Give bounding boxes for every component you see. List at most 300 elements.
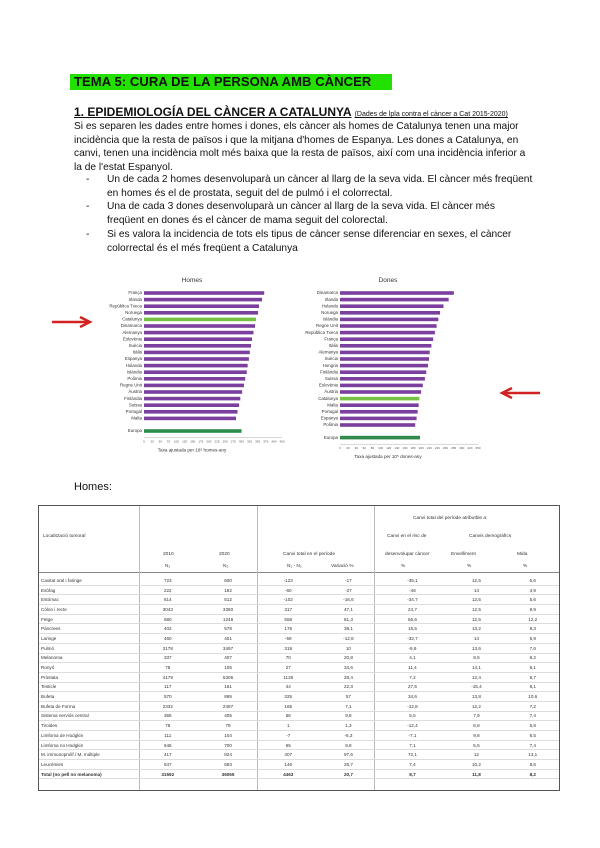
table-cell: -12,4 — [379, 721, 447, 731]
table-cell: 28,4 — [318, 672, 378, 682]
table-row — [39, 740, 559, 750]
chart-axis-label: Taxa ajustada per 10⁵ dones-any — [354, 454, 422, 460]
chart-bar — [340, 377, 425, 381]
table-cell: 1,3 — [318, 721, 378, 731]
table-cell: 12 — [446, 750, 506, 760]
table-cell-label: Pulmó — [39, 643, 138, 653]
table-cell: 20,8 — [318, 653, 378, 663]
table-cell: -6,3 — [318, 731, 378, 741]
table-cell: -7 — [258, 731, 318, 741]
table-row — [39, 653, 559, 663]
table-cell: 824 — [198, 750, 258, 760]
section-heading — [74, 105, 508, 119]
chart-category-label: França — [324, 336, 338, 342]
chart-bar — [144, 410, 238, 414]
table-cell: -102 — [258, 595, 318, 605]
table-cell: 512 — [198, 595, 258, 605]
table-cell: 105 — [198, 663, 258, 673]
chart-tick-label: 175 — [198, 439, 204, 444]
chart-tick-label: 375 — [263, 439, 269, 444]
chart-bar — [340, 311, 440, 315]
chart-tick-label: 160 — [402, 446, 408, 451]
chart-category-label: Irlanda — [324, 296, 338, 302]
chart-bar — [340, 364, 428, 368]
table-cell: 600 — [198, 576, 258, 585]
chart-category-label: Irlanda — [128, 296, 142, 302]
chart-tick-label: 300 — [238, 439, 244, 444]
chart-category-label: Holanda — [125, 362, 142, 368]
table-cell: 7,2 — [379, 672, 447, 682]
dones-chart — [292, 270, 484, 462]
table-cell: 401 — [198, 634, 258, 644]
chart-bar — [340, 304, 444, 308]
chart-category-label: Eslovènia — [122, 336, 142, 342]
chart-tick-label: 350 — [475, 446, 481, 451]
table-cell: 165 — [258, 701, 318, 711]
table-sub-var: Variació % — [331, 564, 354, 569]
table-cell-label: Limfoma de Hodgkin — [39, 731, 138, 741]
table-cell: 14,1 — [446, 663, 506, 673]
chart-tick-label: 400 — [271, 439, 277, 444]
chart-bar — [340, 417, 417, 421]
chart-tick-label: 50 — [158, 439, 162, 444]
table-cell: 12,5 — [446, 614, 506, 624]
chart-bar — [340, 384, 423, 388]
table-cell-label: Bufeta de Forma — [39, 701, 138, 711]
chart-bar — [144, 318, 256, 322]
table-cell: 365 — [138, 711, 198, 721]
table-cell: 9,9 — [507, 605, 559, 615]
table-sub-n2: N₂ — [223, 564, 229, 569]
chart-tick-label: 125 — [182, 439, 188, 444]
chart-bar — [340, 403, 419, 407]
table-sub-pct-env: % — [467, 564, 472, 569]
chart-bar — [340, 331, 435, 335]
chart-category-label: Dinamarca — [316, 290, 338, 296]
table-header-risk2: desenvolupar càncer — [385, 552, 430, 557]
table-cell: 12,2 — [507, 614, 559, 624]
table-cell-label: Laringe — [39, 634, 138, 644]
table-cell: 11,8 — [446, 769, 506, 779]
table-cell: 7,1 — [379, 740, 447, 750]
table-cell: -16,6 — [318, 595, 378, 605]
table-row — [39, 643, 559, 653]
chart-tick-label: 180 — [410, 446, 416, 451]
chart-category-label: Polònia — [127, 376, 142, 381]
table-header-group: Canvi total del període atribuïble a: — [413, 516, 488, 521]
table-sub-pct-risk: % — [401, 564, 406, 569]
chart-category-label: Àustria — [324, 389, 338, 395]
table-cell: 15,5 — [379, 624, 447, 634]
chart-category-label: Noruega — [125, 310, 142, 315]
chart-category-label: Eslovènia — [318, 382, 338, 388]
table-row — [39, 624, 559, 634]
table-cell: -32,7 — [379, 634, 447, 644]
chart-bar — [340, 344, 431, 348]
table-cell: 8,7 — [379, 769, 447, 779]
table-header-canvi: Canvi total en el període — [283, 552, 335, 557]
chart-tick-label: 0 — [339, 446, 341, 451]
chart-category-label: Suissa — [128, 402, 142, 408]
incidence-table — [38, 505, 560, 791]
table-cell: 97,6 — [318, 750, 378, 760]
table-cell: 9,8 — [318, 740, 378, 750]
chart-bar — [144, 429, 242, 433]
table-cell: 1248 — [198, 614, 258, 624]
table-row — [39, 663, 559, 673]
table-cell: 460 — [138, 634, 198, 644]
table-cell-label: Melanoma — [39, 653, 138, 663]
chart-category-label: Malta — [131, 415, 142, 421]
table-cell: 7,4 — [507, 711, 559, 721]
table-cell: -46 — [379, 585, 447, 595]
table-cell: 614 — [138, 595, 198, 605]
table-cell-label: Limfoma no Hodgkin — [39, 740, 138, 750]
table-cell: 8,6 — [507, 760, 559, 770]
chart-tick-label: 25 — [150, 439, 154, 444]
table-row — [39, 682, 559, 692]
table-cell: 22,3 — [318, 682, 378, 692]
chart-tick-label: 60 — [362, 446, 367, 451]
chart-category-label: Àustria — [128, 389, 142, 395]
table-cell-label: Bufeta — [39, 692, 138, 702]
chart-bar — [144, 331, 253, 335]
chart-category-label: Suissa — [324, 376, 338, 381]
chart-tick-label: 0 — [143, 439, 145, 444]
intro-paragraph: Si es separen les dades entre homes i dones, els càncer als homes de Catalunya tenen una major incidència que la resta de països i que la mitjana d'homes de Espanya. Les dones a Catalunya, en canvi, tenen una incidència molt més baixa que la resta de països, així com una incidència inferior a la de l'estat Espanyol. — [74, 121, 526, 174]
homes-subtitle: Homes: — [74, 481, 112, 493]
chart-category-label: Alemanya — [318, 349, 338, 355]
chart-bar — [340, 397, 419, 401]
table-cell: 6,5 — [507, 731, 559, 741]
table-row — [39, 585, 559, 595]
table-cell: 405 — [198, 711, 258, 721]
arrow-right-icon — [50, 316, 96, 328]
table-header-risk: Canvi en el risc de — [387, 534, 427, 539]
table-cell: 9,1 — [507, 663, 559, 673]
chart-title: Dones — [378, 277, 398, 284]
chart-bar — [144, 390, 242, 394]
chart-category-label: Europa — [127, 428, 142, 434]
chart-tick-label: 20 — [346, 446, 350, 451]
chart-bar — [340, 298, 449, 302]
chart-tick-label: 320 — [467, 446, 473, 451]
chart-category-label: Finlàndia — [320, 369, 338, 375]
chart-tick-label: 40 — [354, 446, 358, 451]
chart-tick-label: 300 — [459, 446, 465, 451]
chart-tick-label: 260 — [443, 446, 449, 451]
dones-chart-svg — [292, 270, 484, 462]
chart-bar — [144, 364, 248, 368]
chart-category-label: Hongria — [322, 362, 338, 368]
table-row — [39, 731, 559, 741]
table-cell: 1126 — [258, 672, 318, 682]
table-cell: 12,5 — [446, 595, 506, 605]
chart-category-label: Dinamarca — [120, 323, 142, 329]
chart-tick-label: 140 — [394, 446, 400, 451]
table-row — [39, 721, 559, 731]
chart-tick-label: 150 — [190, 439, 196, 444]
table-cell: 7,2 — [507, 701, 559, 711]
table-cell: 7,4 — [379, 760, 447, 770]
table-cell: 10 — [318, 643, 378, 653]
chart-tick-label: 80 — [370, 446, 375, 451]
chart-bar — [144, 337, 252, 341]
chart-bar — [144, 384, 244, 388]
homes-chart — [96, 270, 288, 462]
table-row — [39, 605, 559, 615]
table-cell: -17 — [318, 576, 378, 585]
homes-chart-svg — [96, 270, 288, 462]
table-cell: 693 — [198, 760, 258, 770]
table-cell: -15,4 — [446, 682, 506, 692]
table-row — [39, 672, 559, 682]
chart-tick-label: 75 — [166, 439, 171, 444]
chart-tick-label: 240 — [434, 446, 440, 451]
chart-bar — [340, 423, 415, 427]
table-header-loc: Localització tumoral — [43, 534, 86, 539]
table-cell: 12,5 — [446, 576, 506, 585]
bullet-list — [74, 173, 534, 255]
chart-category-label: Espanya — [320, 415, 338, 421]
chart-category-label: Islàndia — [126, 369, 142, 375]
table-cell: 4179 — [138, 672, 198, 682]
table-cell: 5,6 — [507, 576, 559, 585]
table-cell: 79 — [198, 721, 258, 731]
table-cell: 34,6 — [318, 663, 378, 673]
chart-category-label: Portugal — [321, 409, 338, 414]
chart-category-label: Finlàndia — [124, 395, 142, 401]
chart-bar — [144, 397, 240, 401]
table-cell: -27 — [318, 585, 378, 595]
table-cell: 26,7 — [318, 760, 378, 770]
chart-tick-label: 325 — [247, 439, 253, 444]
table-cell: 4,9 — [507, 585, 559, 595]
chart-category-label: Alemanya — [122, 329, 142, 335]
chart-bar — [340, 351, 430, 355]
table-cell: 10,2 — [446, 760, 506, 770]
bullet-item: - Si es valora la incidencia de tots els tipus de càncer sense diferenciar en sexes, el càncer colorrectal és el més freqüent a Catalunya — [74, 228, 534, 255]
chart-tick-label: 450 — [279, 439, 285, 444]
table-cell: 895 — [198, 692, 258, 702]
table-cell: -12,8 — [379, 701, 447, 711]
table-row — [39, 711, 559, 721]
chart-category-label: França — [128, 290, 142, 296]
table-cell: 1 — [258, 721, 318, 731]
table-cell: 8,6 — [446, 653, 506, 663]
table-body — [39, 576, 559, 779]
table-cell-label: Còlon i recte — [39, 605, 138, 615]
table-cell: -60 — [258, 585, 318, 595]
chart-tick-label: 200 — [418, 446, 424, 451]
table-cell-label: Testicle — [39, 682, 138, 692]
chart-tick-label: 225 — [214, 439, 220, 444]
table-cell: 5,9 — [507, 634, 559, 644]
table-cell: 38,1 — [318, 624, 378, 634]
table-cell: 78 — [138, 721, 198, 731]
chart-bar — [144, 417, 236, 421]
table-header-2010: 2010 — [163, 552, 174, 557]
table-cell: -7,1 — [379, 731, 447, 741]
table-cell-label: Ronyó — [39, 663, 138, 673]
table-cell: 13,6 — [446, 643, 506, 653]
table-header-mida: Mida — [517, 552, 528, 557]
table-cell: 161 — [198, 682, 258, 692]
table-cell: 6,8 — [446, 721, 506, 731]
table-sub-pct-mida: % — [523, 564, 528, 569]
table-cell: -123 — [258, 576, 318, 585]
table-cell: -34,7 — [379, 595, 447, 605]
table-cell-label: Pròstata — [39, 672, 138, 682]
table-cell: 44 — [258, 682, 318, 692]
table-cell: 13,2 — [446, 624, 506, 634]
chart-bar — [144, 311, 258, 315]
table-cell: 20,7 — [318, 769, 378, 779]
chart-category-label: Islàndia — [322, 316, 338, 322]
table-cell: 14 — [446, 634, 506, 644]
table-cell: 70 — [258, 653, 318, 663]
chart-tick-label: 280 — [451, 446, 457, 451]
chart-category-label: Malta — [327, 402, 338, 408]
table-cell: 111 — [138, 731, 198, 741]
table-row — [39, 701, 559, 711]
table-cell: 31592 — [138, 769, 198, 779]
table-cell: 34,6 — [379, 692, 447, 702]
table-cell: 12,2 — [446, 701, 506, 711]
table-cell: 176 — [258, 624, 318, 634]
chart-bar — [144, 351, 250, 355]
page-title: TEMA 5: CURA DE LA PERSONA AMB CÀNCER — [74, 74, 372, 89]
chart-category-label: Europa — [323, 434, 338, 440]
table-row — [39, 634, 559, 644]
chart-category-label: Itàlia — [328, 343, 338, 348]
table-cell: 317 — [258, 605, 318, 615]
section-heading-text: 1. EPIDEMIOLOGÍA DEL CÀNCER A CATALUNYA — [74, 105, 352, 119]
table-cell: 57 — [318, 692, 378, 702]
table-cell: 14 — [446, 585, 506, 595]
table-cell: 162 — [198, 585, 258, 595]
chart-category-label: República Txeca — [305, 329, 338, 335]
table-cell-label: Leucèmies — [39, 760, 138, 770]
table-header-demog: Canvis demogràfics — [469, 534, 512, 539]
chart-category-label: Regne Unit — [316, 323, 338, 329]
chart-tick-label: 275 — [230, 439, 236, 444]
table-cell-label: Sistema nerviós central — [39, 711, 138, 721]
table-cell: -35,1 — [379, 576, 447, 585]
table-cell: -12,8 — [318, 634, 378, 644]
table-sub-n1: N₁ — [165, 564, 171, 569]
chart-category-label: Polònia — [323, 422, 338, 428]
table-cell: 27,5 — [379, 682, 447, 692]
table-cell: 2332 — [138, 701, 198, 711]
chart-bar — [144, 298, 262, 302]
chart-bar — [340, 357, 429, 361]
table-cell: 5,5 — [446, 740, 506, 750]
table-cell-label: Fetge — [39, 614, 138, 624]
chart-category-label: Portugal — [125, 409, 142, 414]
chart-bar — [144, 377, 245, 381]
table-cell: 8,2 — [507, 769, 559, 779]
table-cell: 337 — [138, 653, 198, 663]
table-header-envelliment: Envelliment — [451, 552, 476, 557]
arrow-left-icon — [496, 387, 542, 399]
chart-category-label: Catalunya — [122, 316, 142, 322]
table-cell: 222 — [138, 585, 198, 595]
chart-bar — [340, 390, 421, 394]
table-cell: 3178 — [138, 643, 198, 653]
table-cell: 547 — [138, 760, 198, 770]
section-source: (Dades de lpla contra el càncer a Cat 2015-2020) — [354, 111, 508, 118]
chart-bar — [340, 324, 437, 328]
table-cell: 680 — [138, 614, 198, 624]
table-cell: 700 — [198, 740, 258, 750]
table-cell: 47,1 — [318, 605, 378, 615]
table-row — [39, 692, 559, 702]
table-cell: 36055 — [198, 769, 258, 779]
table-cell: 8,7 — [507, 672, 559, 682]
table-cell: -59 — [258, 634, 318, 644]
chart-category-label: Regne Unit — [120, 382, 142, 388]
table-cell: 570 — [138, 692, 198, 702]
chart-bar — [144, 357, 249, 361]
chart-category-label: Itàlia — [132, 349, 142, 355]
table-cell: 65 — [258, 740, 318, 750]
table-cell: 723 — [138, 576, 198, 585]
table-cell: 146 — [258, 760, 318, 770]
table-row — [39, 760, 559, 770]
chart-bar — [340, 370, 426, 374]
table-header-2020: 2020 — [219, 552, 230, 557]
table-cell-label: Estómac — [39, 595, 138, 605]
table-cell: 12,5 — [446, 605, 506, 615]
chart-bar — [340, 318, 438, 322]
table-cell: 5,6 — [507, 595, 559, 605]
chart-category-label: República Txeca — [109, 303, 142, 309]
table-cell: 6,8 — [507, 721, 559, 731]
chart-bar — [144, 291, 264, 295]
chart-category-label: Suècia — [128, 343, 142, 348]
table-cell: 558 — [258, 614, 318, 624]
table-cell-label: Cavitat oral i faringe — [39, 576, 138, 585]
table-row — [39, 769, 559, 779]
table-cell: 72,1 — [379, 750, 447, 760]
chart-tick-label: 200 — [206, 439, 212, 444]
table-cell: 2497 — [198, 701, 258, 711]
chart-tick-label: 250 — [222, 439, 228, 444]
chart-bar — [144, 304, 259, 308]
table-row — [39, 595, 559, 605]
chart-axis-label: Taxa ajustada per 10⁵ homes-any — [157, 447, 227, 453]
table-cell: 56 — [258, 711, 318, 721]
chart-bar — [340, 337, 433, 341]
table-row — [39, 750, 559, 760]
table-cell-label: Total (no pell no melanoma) — [39, 769, 138, 779]
table-cell: 407 — [198, 653, 258, 663]
table-cell: 5,5 — [379, 711, 447, 721]
table-cell: 7,9 — [446, 711, 506, 721]
table-cell-label: Tiroides — [39, 721, 138, 731]
chart-bar — [340, 436, 420, 440]
table-cell: 13,8 — [446, 692, 506, 702]
chart-category-label: Catalunya — [318, 395, 338, 401]
table-cell: 646 — [138, 740, 198, 750]
table-cell: 4,1 — [379, 653, 447, 663]
bullet-item: - Una de cada 3 dones desenvoluparà un càncer al llarg de la seva vida. El càncer més freqüent en dones és el càncer de mama seguit del colorectal. — [74, 200, 534, 227]
table-sub-diff: N₁ - N₂ — [287, 564, 302, 569]
chart-title: Homes — [181, 277, 203, 284]
bullet-item: - Un de cada 2 homes desenvoluparà un càncer al llarg de la seva vida. El càncer més freqüent en homes és el de prostata, seguit del de pulmó i el colorrectal. — [74, 173, 534, 200]
table-cell-label: Esòfag — [39, 585, 138, 595]
